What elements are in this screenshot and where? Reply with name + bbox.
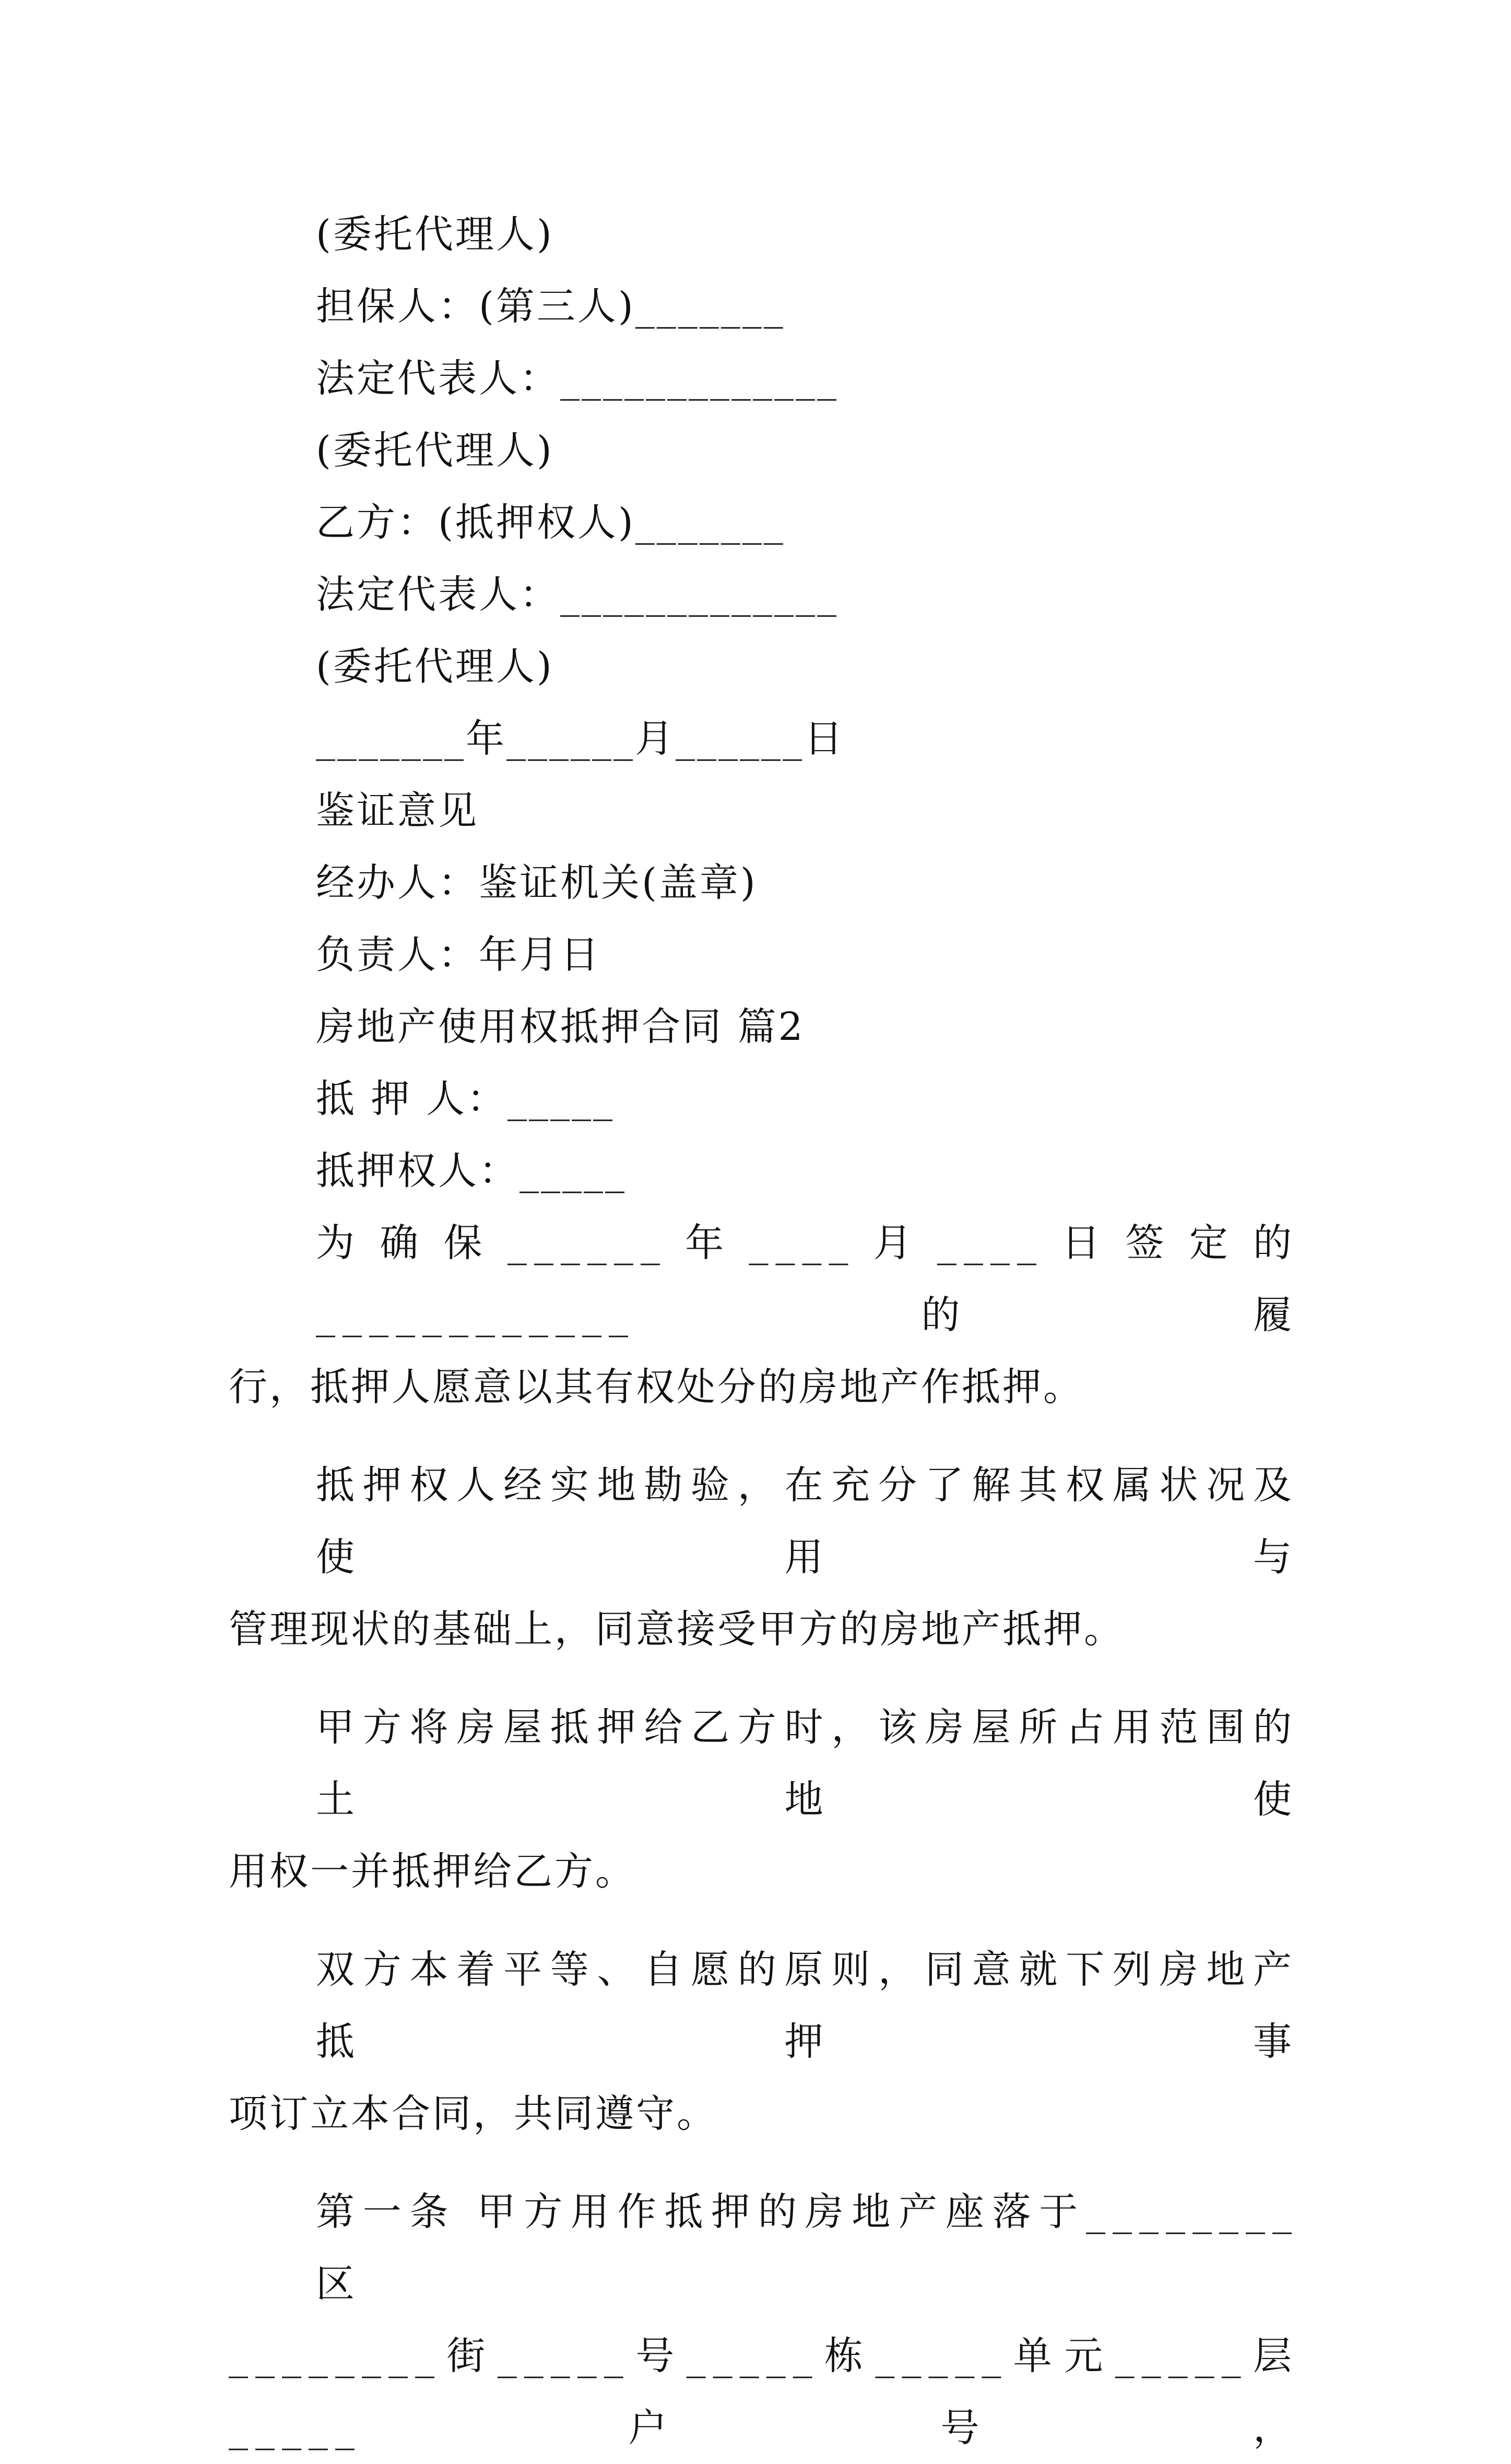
text-line: 负责人：年月日 <box>316 932 601 977</box>
document-body <box>229 198 1299 2464</box>
section-heading: 房地产使用权抵押合同 篇2 <box>316 1004 805 1049</box>
paragraph-line: 双方本着平等、自愿的原则，同意就下列房地产抵押事 <box>316 1947 1299 2064</box>
text-line: 法定代表人：_____________ <box>316 356 839 401</box>
text-line: _______年______月______日 <box>316 716 845 761</box>
text-line: 乙方：(抵押权人)_______ <box>316 500 785 545</box>
paragraph-line: 抵押权人经实地勘验，在充分了解其权属状况及使用与 <box>316 1463 1299 1580</box>
paragraph <box>229 1207 1299 1423</box>
paragraph-line: ________街_____号_____栋_____单元_____层_____户号， <box>229 2333 1299 2450</box>
paragraph-line: 用权一并抵押给乙方。 <box>229 1849 636 1894</box>
paragraph-line: 为确保______年____月____日签定的____________的履 <box>316 1221 1299 1337</box>
paragraph <box>229 1449 1299 1665</box>
text-line: 鉴证意见 <box>316 788 479 833</box>
paragraph-line: 甲方将房屋抵押给乙方时，该房屋所占用范围的土地使 <box>316 1705 1299 1822</box>
paragraph-line: 第一条 甲方用作抵押的房地产座落于________区 <box>316 2189 1299 2306</box>
paragraph-line: 行，抵押人愿意以其有权处分的房地产作抵押。 <box>229 1365 1084 1409</box>
paragraph <box>229 2176 1299 2464</box>
paragraph-line: 项订立本合同，共同遵守。 <box>229 2091 717 2136</box>
text-line: 经办人：鉴证机关(盖章) <box>316 860 758 905</box>
text-line: 抵押权人：_____ <box>316 1148 627 1193</box>
text-line: 担保人：(第三人)_______ <box>316 284 785 329</box>
text-line: (委托代理人) <box>316 644 554 689</box>
text-line: (委托代理人) <box>316 428 554 473</box>
paragraph <box>229 1691 1299 1908</box>
text-line: 法定代表人：_____________ <box>316 572 839 617</box>
text-line: 抵 押 人：_____ <box>316 1076 615 1121</box>
text-line: (委托代理人) <box>316 212 554 257</box>
paragraph-line: 管理现状的基础上，同意接受甲方的房地产抵押。 <box>229 1607 1125 1652</box>
paragraph <box>229 1934 1299 2150</box>
